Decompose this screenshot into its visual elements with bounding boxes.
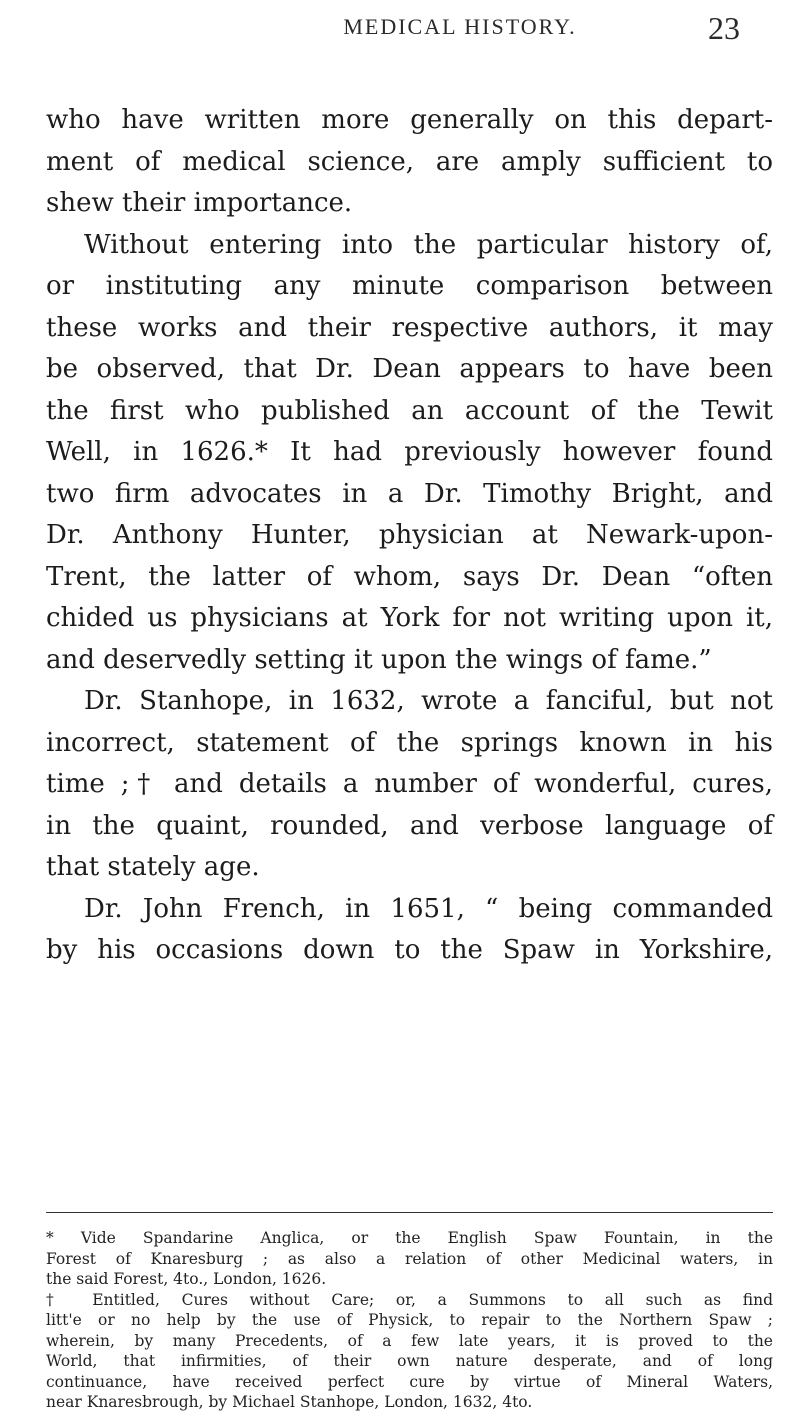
body-line: Without entering into the particular history of,: [84, 229, 773, 260]
body-line: these works and their respective authors, it may: [46, 312, 773, 343]
body-line: Dr. Stanhope, in 1632, wrote a fanciful, but not: [84, 686, 773, 716]
body-line: chided us physicians at York for not writing upon it,: [46, 603, 773, 633]
footnote-line: near Knaresbrough, by Michael Stanhope, London, 1632, 4to.: [46, 1393, 533, 1411]
body-line: be observed, that Dr. Dean appears to have been: [46, 354, 773, 384]
footnotes: [46, 1228, 773, 1413]
body-line: the first who published an account of the Tewit: [46, 395, 773, 426]
footnote-line: World, that infirmities, of their own nature desperate, and of long: [46, 1352, 773, 1370]
footnote-line: litt'e or no help by the use of Physick, to repair to the Northern Spaw ;: [46, 1311, 773, 1329]
body-line: incorrect, statement of the springs known in his: [46, 727, 773, 758]
footnote-line: the said Forest, 4to., London, 1626.: [46, 1270, 327, 1288]
footnote-line: wherein, by many Precedents, of a few late years, it is proved to the: [46, 1331, 773, 1350]
body-text: [46, 100, 773, 972]
running-head: [180, 10, 740, 54]
body-line: two firm advocates in a Dr. Timothy Bright, and: [46, 478, 773, 509]
footnote-divider: [46, 1212, 773, 1213]
footnote-line: † Entitled, Cures without Care; or, a Summons to all such as find: [46, 1290, 773, 1309]
body-line: or instituting any minute comparison between: [46, 271, 773, 301]
footnote-line: * Vide Spandarine Anglica, or the English Spaw Fountain, in the: [46, 1229, 773, 1247]
footnote-line: Forest of Knaresburg ; as also a relation of other Medicinal waters, in: [46, 1249, 773, 1268]
body-line: ment of medical science, are amply sufficient to: [46, 146, 773, 177]
body-line: by his occasions down to the Spaw in Yorkshire,: [46, 935, 773, 965]
footnote-line: continuance, have received perfect cure by virtue of Mineral Waters,: [46, 1372, 773, 1391]
body-line: shew their importance.: [46, 188, 353, 218]
body-line: that stately age.: [46, 852, 260, 882]
body-line: Dr. John French, in 1651, “ being commanded: [84, 893, 773, 924]
body-line: who have written more generally on this depart-: [46, 105, 773, 135]
body-line: and deservedly setting it upon the wings of fame.”: [46, 644, 712, 675]
body-line: Trent, the latter of whom, says Dr. Dean “often: [46, 561, 773, 592]
body-line: time ;† and details a number of wonderful, cures,: [46, 769, 773, 799]
running-title: MEDICAL HISTORY.: [343, 14, 577, 39]
body-line: Well, in 1626.* It had previously however found: [46, 437, 773, 467]
body-line: Dr. Anthony Hunter, physician at Newark-upon-: [46, 520, 773, 550]
body-line: in the quaint, rounded, and verbose language of: [46, 810, 773, 841]
page-number: 23: [708, 10, 740, 46]
